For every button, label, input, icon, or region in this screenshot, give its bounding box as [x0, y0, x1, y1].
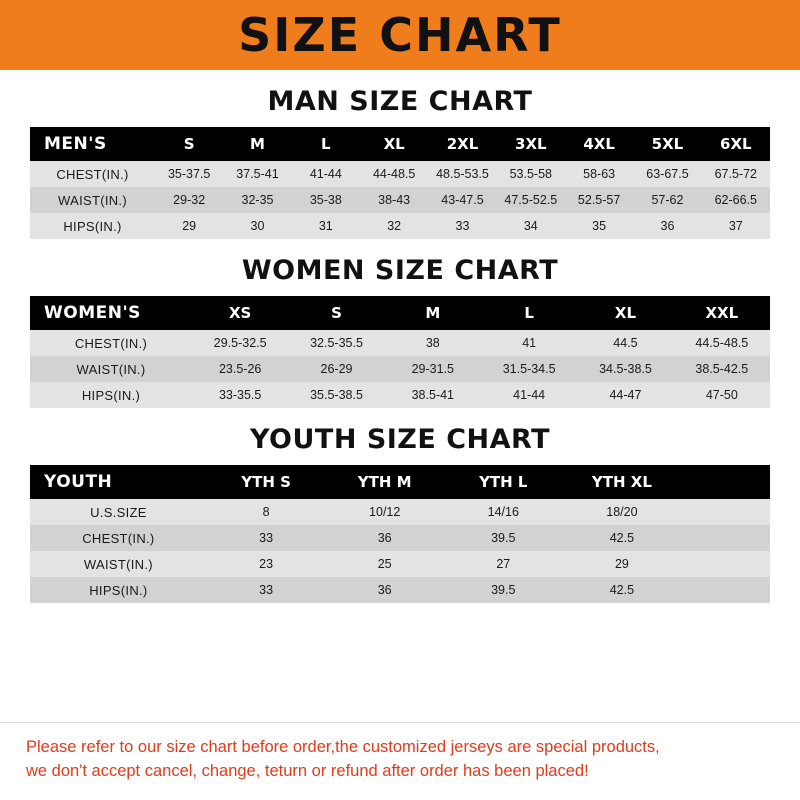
page-title: SIZE CHART: [238, 8, 562, 62]
men-row-label-chest: CHEST(IN.): [30, 161, 155, 187]
table-row: [30, 525, 770, 551]
men-header-5xl: 5XL: [633, 127, 701, 161]
women-waist-m: 29-31.5: [385, 356, 481, 382]
table-row: [30, 213, 770, 239]
women-chest-s: 32.5-35.5: [288, 330, 384, 356]
women-waist-l: 31.5-34.5: [481, 356, 577, 382]
table-row: [30, 577, 770, 603]
footer-line-2: we don't accept cancel, change, teturn or refund after order has been placed!: [26, 762, 589, 781]
table-row: [30, 382, 770, 408]
youth-size-table: [30, 465, 770, 603]
section-title-women: WOMEN SIZE CHART: [241, 255, 559, 286]
men-waist-3xl: 47.5-52.5: [497, 187, 565, 213]
women-chest-xxl: 44.5-48.5: [674, 330, 770, 356]
women-table-header: [30, 296, 770, 330]
women-header-s: S: [288, 296, 384, 330]
men-waist-2xl: 43-47.5: [428, 187, 496, 213]
youth-hips-m: 36: [325, 577, 444, 603]
women-header-l: L: [481, 296, 577, 330]
men-hips-l: 31: [292, 213, 360, 239]
men-waist-4xl: 52.5-57: [565, 187, 633, 213]
header-banner: [0, 0, 800, 70]
youth-header-m: YTH M: [325, 465, 444, 499]
men-hips-m: 30: [223, 213, 291, 239]
men-hips-s: 29: [155, 213, 223, 239]
men-header-label: MEN'S: [30, 127, 155, 161]
youth-chest-m: 36: [325, 525, 444, 551]
women-hips-xxl: 47-50: [674, 382, 770, 408]
footer-note: [0, 722, 800, 800]
men-hips-3xl: 34: [497, 213, 565, 239]
men-chest-4xl: 58-63: [565, 161, 633, 187]
women-header-m: M: [385, 296, 481, 330]
youth-ussize-spacer: [681, 499, 770, 525]
women-size-table: [30, 296, 770, 408]
youth-hips-l: 39.5: [444, 577, 563, 603]
men-chest-m: 37.5-41: [223, 161, 291, 187]
men-header-3xl: 3XL: [497, 127, 565, 161]
section-title-youth: YOUTH SIZE CHART: [249, 424, 551, 455]
women-header-xs: XS: [192, 296, 288, 330]
youth-table-header: [30, 465, 770, 499]
men-waist-l: 35-38: [292, 187, 360, 213]
women-row-label-chest: CHEST(IN.): [30, 330, 192, 356]
table-header-row: [30, 296, 770, 330]
women-waist-xs: 23.5-26: [192, 356, 288, 382]
men-header-m: M: [223, 127, 291, 161]
youth-header-s: YTH S: [207, 465, 326, 499]
women-row-label-hips: HIPS(IN.): [30, 382, 192, 408]
men-hips-6xl: 37: [702, 213, 770, 239]
men-waist-6xl: 62-66.5: [702, 187, 770, 213]
men-waist-m: 32-35: [223, 187, 291, 213]
youth-waist-spacer: [681, 551, 770, 577]
women-row-label-waist: WAIST(IN.): [30, 356, 192, 382]
men-chest-3xl: 53.5-58: [497, 161, 565, 187]
men-header-l: L: [292, 127, 360, 161]
men-hips-2xl: 33: [428, 213, 496, 239]
men-header-xl: XL: [360, 127, 428, 161]
table-row: [30, 499, 770, 525]
youth-hips-spacer: [681, 577, 770, 603]
youth-waist-l: 27: [444, 551, 563, 577]
youth-header-xl: YTH XL: [563, 465, 682, 499]
women-waist-xl: 34.5-38.5: [577, 356, 673, 382]
youth-header-l: YTH L: [444, 465, 563, 499]
men-hips-xl: 32: [360, 213, 428, 239]
youth-waist-xl: 29: [563, 551, 682, 577]
youth-ussize-l: 14/16: [444, 499, 563, 525]
youth-row-label-ussize: U.S.SIZE: [30, 499, 207, 525]
men-row-label-waist: WAIST(IN.): [30, 187, 155, 213]
table-header-row: [30, 127, 770, 161]
women-header-label: WOMEN'S: [30, 296, 192, 330]
men-row-label-hips: HIPS(IN.): [30, 213, 155, 239]
men-table-header: [30, 127, 770, 161]
men-waist-s: 29-32: [155, 187, 223, 213]
youth-waist-s: 23: [207, 551, 326, 577]
men-header-2xl: 2XL: [428, 127, 496, 161]
table-row: [30, 356, 770, 382]
table-row: [30, 161, 770, 187]
men-waist-xl: 38-43: [360, 187, 428, 213]
men-chest-xl: 44-48.5: [360, 161, 428, 187]
women-chest-xl: 44.5: [577, 330, 673, 356]
table-row: [30, 187, 770, 213]
women-hips-m: 38.5-41: [385, 382, 481, 408]
men-hips-4xl: 35: [565, 213, 633, 239]
youth-row-label-hips: HIPS(IN.): [30, 577, 207, 603]
women-chest-l: 41: [481, 330, 577, 356]
footer-line-1: Please refer to our size chart before order,the customized jerseys are special products,: [26, 737, 660, 756]
men-table-body: [30, 161, 770, 239]
youth-hips-xl: 42.5: [563, 577, 682, 603]
youth-ussize-xl: 18/20: [563, 499, 682, 525]
women-header-xl: XL: [577, 296, 673, 330]
youth-row-label-chest: CHEST(IN.): [30, 525, 207, 551]
youth-header-label: YOUTH: [30, 465, 207, 499]
youth-chest-spacer: [681, 525, 770, 551]
men-chest-2xl: 48.5-53.5: [428, 161, 496, 187]
men-chest-6xl: 67.5-72: [702, 161, 770, 187]
youth-header-spacer: [681, 465, 770, 499]
men-header-4xl: 4XL: [565, 127, 633, 161]
men-chest-l: 41-44: [292, 161, 360, 187]
youth-ussize-s: 8: [207, 499, 326, 525]
youth-table-body: [30, 499, 770, 603]
women-chest-xs: 29.5-32.5: [192, 330, 288, 356]
men-chest-5xl: 63-67.5: [633, 161, 701, 187]
table-row: [30, 551, 770, 577]
women-chest-m: 38: [385, 330, 481, 356]
youth-waist-m: 25: [325, 551, 444, 577]
men-header-6xl: 6XL: [702, 127, 770, 161]
women-waist-s: 26-29: [288, 356, 384, 382]
women-hips-l: 41-44: [481, 382, 577, 408]
youth-hips-s: 33: [207, 577, 326, 603]
table-header-row: [30, 465, 770, 499]
youth-chest-l: 39.5: [444, 525, 563, 551]
men-hips-5xl: 36: [633, 213, 701, 239]
youth-ussize-m: 10/12: [325, 499, 444, 525]
men-header-s: S: [155, 127, 223, 161]
table-row: [30, 330, 770, 356]
youth-chest-s: 33: [207, 525, 326, 551]
youth-chest-xl: 42.5: [563, 525, 682, 551]
women-table-body: [30, 330, 770, 408]
women-waist-xxl: 38.5-42.5: [674, 356, 770, 382]
chart-content: [0, 86, 800, 603]
women-header-xxl: XXL: [674, 296, 770, 330]
women-hips-xl: 44-47: [577, 382, 673, 408]
men-size-table: [30, 127, 770, 239]
men-waist-5xl: 57-62: [633, 187, 701, 213]
women-hips-s: 35.5-38.5: [288, 382, 384, 408]
men-chest-s: 35-37.5: [155, 161, 223, 187]
women-hips-xs: 33-35.5: [192, 382, 288, 408]
youth-row-label-waist: WAIST(IN.): [30, 551, 207, 577]
section-title-men: MAN SIZE CHART: [267, 86, 533, 117]
